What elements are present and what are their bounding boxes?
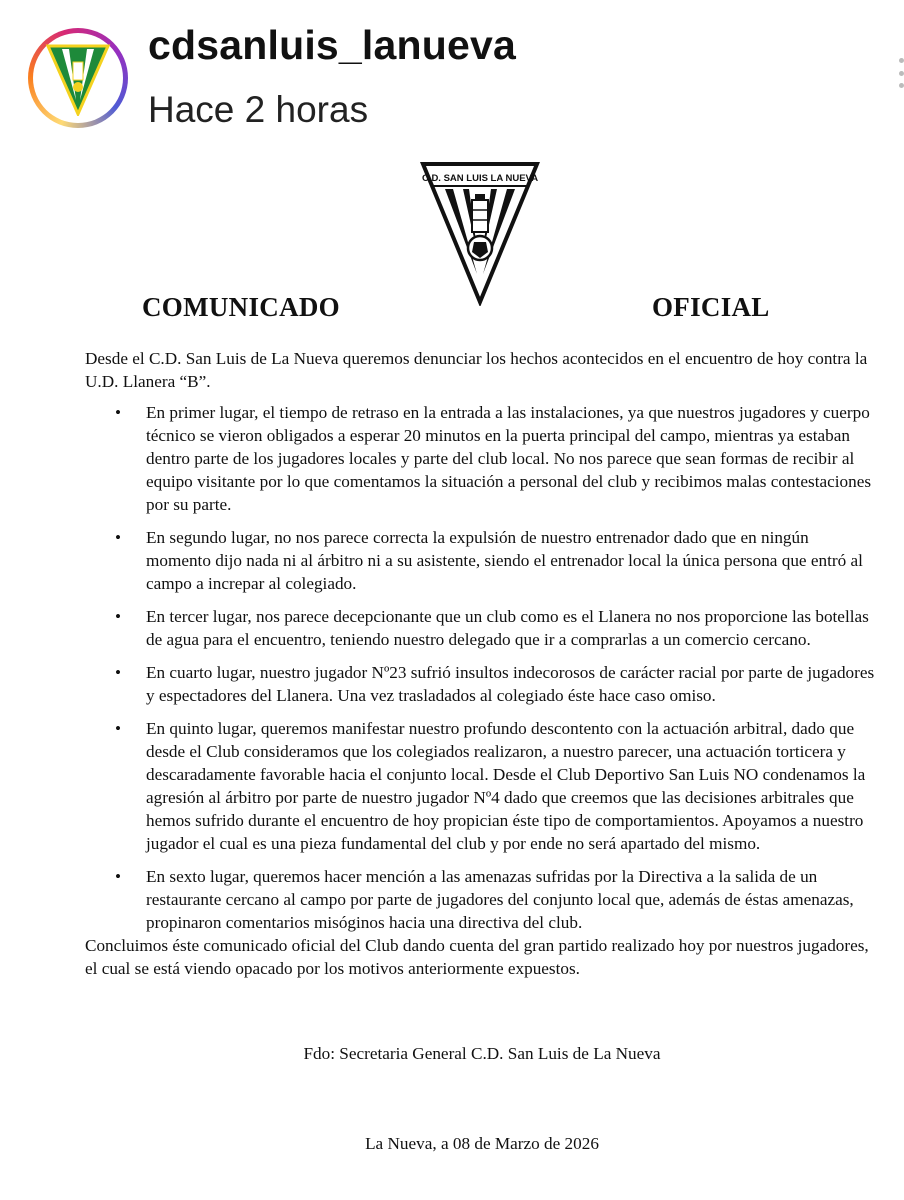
statement-item (85, 401, 875, 516)
crest-text: C.D. SAN LUIS LA NUEVA (421, 173, 539, 184)
signature: Fdo: Secretaria General C.D. San Luis de La Nueva (303, 1044, 661, 1063)
statement-body (85, 347, 875, 980)
statement-item (85, 605, 875, 651)
story-time-ago: Hace 2 horas (148, 89, 369, 130)
story-avatar-ring[interactable] (28, 28, 128, 128)
statement-list (85, 401, 875, 934)
statement-item-text: En tercer lugar, nos parece decepcionante que un club como es el Llanera no nos proporcione las botellas de agua para el encuentro, teniendo nuestro delegado que ir a comprarlas a un comercio cercano. (146, 607, 869, 649)
statement-item-text: En quinto lugar, queremos manifestar nuestro profundo descontento con la actuación arbitral, dado que desde el Club consideramos que los colegiados realizaron, a nuestro parecer, una actuación torticera y descaradamente favorable hacia el conjunto local. Desde el Club Deportivo San Luis NO condenamos la agresión al árbitro por parte de nuestro jugador Nº4 dado que creemos que las decisiones arbitrales que hemos sufrido durante el encuentro de hoy propician éste tipo de comportamientos. Apoyamos a nuestro jugador el cual es una pieza fundamental del club y por ende no será apartado del mismo. (146, 719, 866, 853)
statement-intro: Desde el C.D. San Luis de La Nueva queremos denunciar los hechos acontecidos en el encuentro de hoy contra la U.D. Llanera “B”. (85, 349, 868, 391)
bullet-icon: • (115, 528, 122, 547)
statement-conclusion: Concluimos éste comunicado oficial del Club dando cuenta del gran partido realizado hoy por nuestros jugadores, el cual se está viendo opacado por los motivos anteriormente expuestos. (85, 936, 869, 978)
bullet-icon: • (115, 719, 122, 738)
statement-item-text: En sexto lugar, queremos hacer mención a las amenazas sufridas por la Directiva a la salida de un restaurante cercano al campo por parte de jugadores del conjunto local que, además de éstas amenazas, propinaron comentarios misóginos hacia una directiva del club. (146, 867, 854, 932)
statement-item (85, 717, 875, 855)
statement-item-text: En cuarto lugar, nuestro jugador Nº23 sufrió insultos indecorosos de carácter racial por parte de jugadores y espectadores del Llanera. Una vez trasladados al colegiado éste hace caso omiso. (146, 663, 875, 705)
heading-comunicado: COMUNICADO (142, 292, 340, 322)
bullet-icon: • (115, 607, 122, 626)
bullet-icon: • (115, 403, 122, 422)
avatar[interactable] (33, 33, 123, 123)
club-crest-icon (419, 156, 541, 306)
statement-item-text: En primer lugar, el tiempo de retraso en la entrada a las instalaciones, ya que nuestros jugadores y cuerpo técnico se vieron obligados a esperar 20 minutos en la puerta principal del campo, mientras ya estaban dentro parte de los jugadores locales y parte del club local. No nos parece que sean formas de recibir al equipo visitante por lo que comentamos la situación a personal del club y recibimos malas contestaciones por su parte. (146, 403, 872, 514)
statement-item-text: En segundo lugar, no nos parece correcta la expulsión de nuestro entrenador dado que en ningún momento dijo nada ni al árbitro ni a su asistente, siendo el entrenador local la única persona que entró al campo a increpar al colegiado. (146, 528, 863, 593)
statement-item (85, 865, 875, 934)
place-date: La Nueva, a 08 de Marzo de 2026 (365, 1134, 599, 1153)
bullet-icon: • (115, 867, 122, 886)
club-crest-avatar-icon (45, 40, 111, 116)
heading-oficial: OFICIAL (652, 292, 770, 322)
bullet-icon: • (115, 663, 122, 682)
statement-item (85, 526, 875, 595)
story-username[interactable]: cdsanluis_lanueva (148, 22, 517, 68)
more-options-icon[interactable] (894, 58, 904, 88)
statement-item (85, 661, 875, 707)
